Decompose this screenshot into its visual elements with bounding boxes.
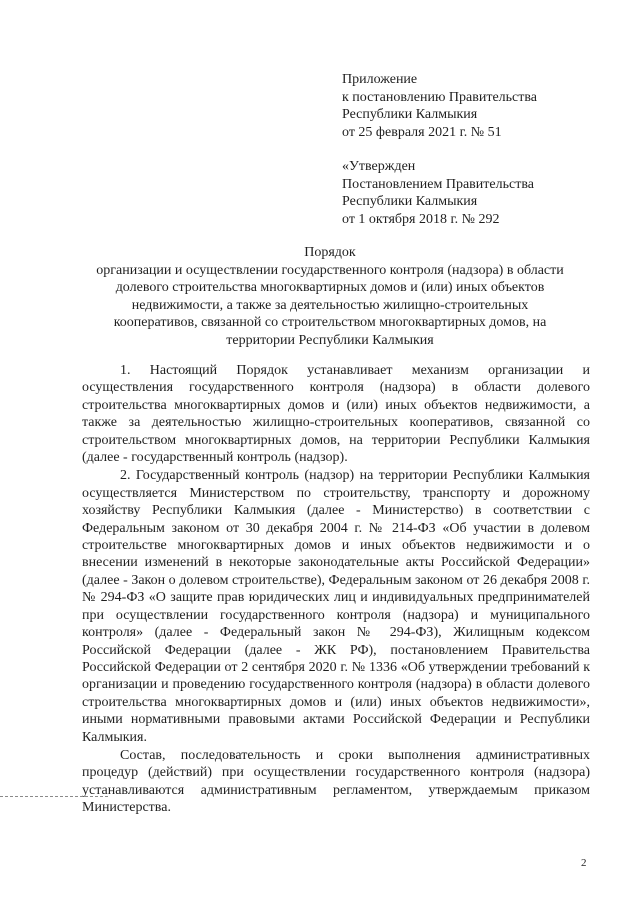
appendix-stamp: [342, 71, 612, 141]
page-number: 2: [581, 857, 587, 869]
appendix-date: от 25 февраля 2021 г. № 51: [342, 124, 502, 140]
paragraph-1: 1. Настоящий Порядок устанавливает механизм организации и осуществления государственного контроля (надзора) в области долевого строительства многоквартирных домов и (или) иных объектов недвижимости, а также за деятельностью жилищно-строительных кооперативов, связанной со строительством многоквартирных домов, на территории Республики Калмыкия (далее - государственный контроль (надзор).: [82, 363, 590, 466]
approved-line: «Утвержден: [342, 159, 416, 174]
title-line: недвижимости, а также за деятельностью жилищно-строительных: [131, 297, 529, 313]
title-line: территории Республики Калмыкия: [226, 332, 434, 348]
document-title: [60, 244, 600, 350]
approved-line: Республики Калмыкия: [342, 194, 478, 209]
appendix-line: к постановлению Правительства: [342, 89, 538, 105]
title-heading: Порядок: [304, 245, 356, 260]
appendix-line: Приложение: [342, 72, 418, 87]
paragraph-3: Состав, последовательность и сроки выполнения административных процедур (действий) при осуществлении государственного контроля (надзора) устанавливаются административным регламентом, утверждаемым приказом Министерства.: [82, 747, 590, 816]
paragraph-2: 2. Государственный контроль (надзор) на территории Республики Калмыкия осуществляется Министерством по строительству, транспорту и дорожному хозяйству Республики Калмыкия (далее - Министерство) в соответствии с Федеральным законом от 30 декабря 2004 г. № 214-ФЗ «Об участии в долевом строительстве многоквартирных домов и иных объектов недвижимости и о внесении изменений в некоторые законодательные акты Российской Федерации» (далее - Закон о долевом строительстве), Федеральным законом от 26 декабря 2008 г. № 294-ФЗ «О защите прав юридических лиц и индивидуальных предпринимателей при осуществлении государственного контроля (надзора) и муниципального контроля» (далее - Федеральный закон № 294-ФЗ), Жилищным кодексом Российской Федерации (далее - ЖК РФ), постановлением Правительства Российской Федерации от 2 сентября 2020 г. № 1336 «Об утверждении требований к организации и проведению государственного контроля (надзора) в области долевого строительства многоквартирных домов и (или) иных объектов недвижимости», иными нормативными правовыми актами Российской Федерации и Республики Калмыкия.: [82, 468, 590, 745]
appendix-line: Республики Калмыкия: [342, 107, 478, 122]
title-line: организации и осуществлении государственного контроля (надзора) в области: [96, 262, 564, 278]
scan-artifact-line: [0, 796, 108, 797]
approved-stamp: [342, 158, 612, 228]
approved-date: от 1 октября 2018 г. № 292: [342, 211, 500, 227]
document-body: [82, 362, 590, 817]
approved-line: Постановлением Правительства: [342, 176, 534, 192]
title-line: кооперативов, связанной со строительством многоквартирных домов, на: [113, 315, 547, 331]
title-line: долевого строительства многоквартирных домов и (или) иных объектов: [115, 280, 545, 296]
